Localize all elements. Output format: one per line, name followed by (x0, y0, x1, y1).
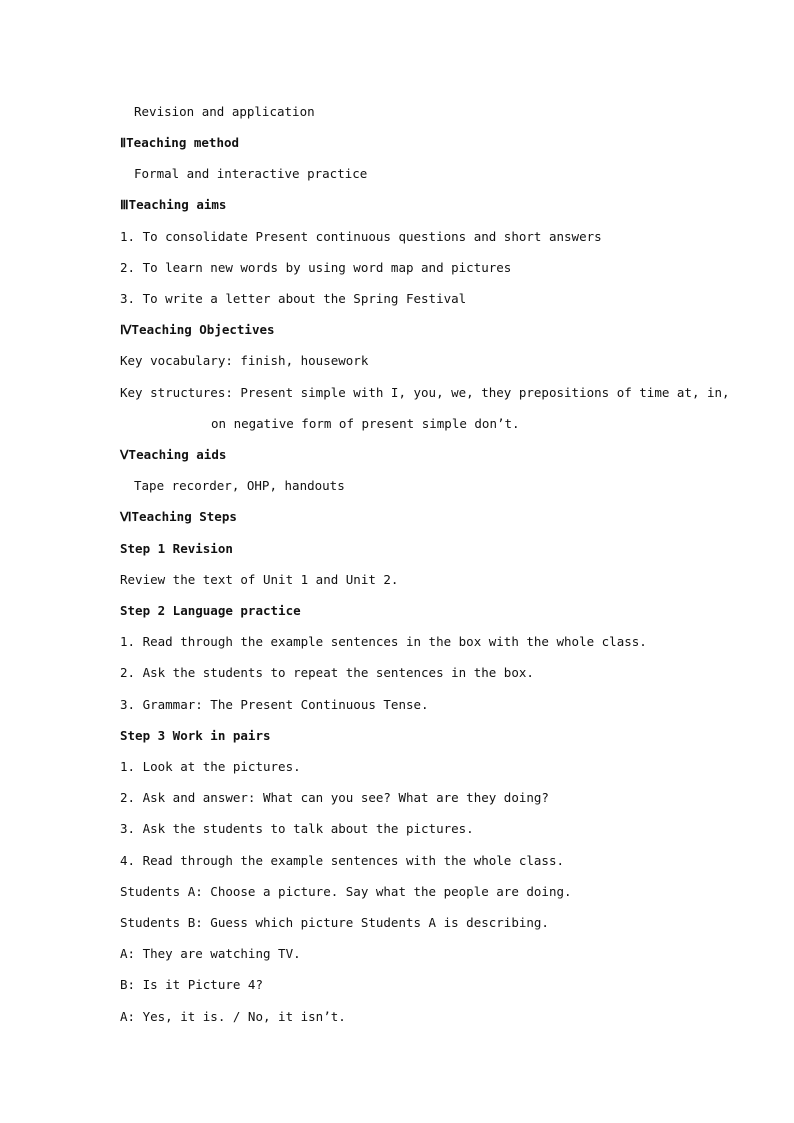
key-structures-text: Key structures: Present simple with I, you, we, they prepositions of time at, in, (120, 385, 730, 400)
step-3-heading: Step 3 Work in pairs (120, 728, 271, 743)
step-2-item-1: 1. Read through the example sentences in the box with the whole class. (120, 634, 647, 649)
revision-and-application-text: Revision and application (134, 104, 315, 119)
step-2-item-2: 2. Ask the students to repeat the sentences in the box. (120, 665, 534, 680)
section-heading-teaching-aids: ⅤTeaching aids (120, 447, 227, 462)
aim-item-2: 2. To learn new words by using word map and pictures (120, 260, 512, 275)
dialogue-line-a2: A: Yes, it is. / No, it isn’t. (120, 1009, 346, 1024)
key-vocabulary-text: Key vocabulary: finish, housework (120, 353, 369, 368)
step-3-item-1: 1. Look at the pictures. (120, 759, 301, 774)
step-3-item-3: 3. Ask the students to talk about the pictures. (120, 821, 474, 836)
aim-item-3: 3. To write a letter about the Spring Festival (120, 291, 467, 306)
section-heading-teaching-steps: ⅥTeaching Steps (120, 509, 237, 524)
key-structures-continuation: on negative form of present simple don’t. (211, 416, 520, 431)
section-heading-teaching-method: ⅡTeaching method (120, 135, 240, 150)
dialogue-line-b: B: Is it Picture 4? (120, 977, 263, 992)
step-1-text: Review the text of Unit 1 and Unit 2. (120, 572, 399, 587)
teaching-method-text: Formal and interactive practice (134, 166, 368, 181)
step-1-heading: Step 1 Revision (120, 541, 233, 556)
step-2-item-3: 3. Grammar: The Present Continuous Tense. (120, 697, 429, 712)
dialogue-line-a1: A: They are watching TV. (120, 946, 301, 961)
step-2-heading: Step 2 Language practice (120, 603, 301, 618)
teaching-aids-text: Tape recorder, OHP, handouts (134, 478, 345, 493)
section-heading-teaching-aims: ⅢTeaching aims (120, 197, 227, 212)
students-a-text: Students A: Choose a picture. Say what the people are doing. (120, 884, 572, 899)
section-heading-teaching-objectives: ⅣTeaching Objectives (120, 322, 275, 337)
students-b-text: Students B: Guess which picture Students A is describing. (120, 915, 549, 930)
step-3-item-4: 4. Read through the example sentences with the whole class. (120, 853, 565, 868)
aim-item-1: 1. To consolidate Present continuous questions and short answers (120, 229, 602, 244)
step-3-item-2: 2. Ask and answer: What can you see? What are they doing? (120, 790, 549, 805)
